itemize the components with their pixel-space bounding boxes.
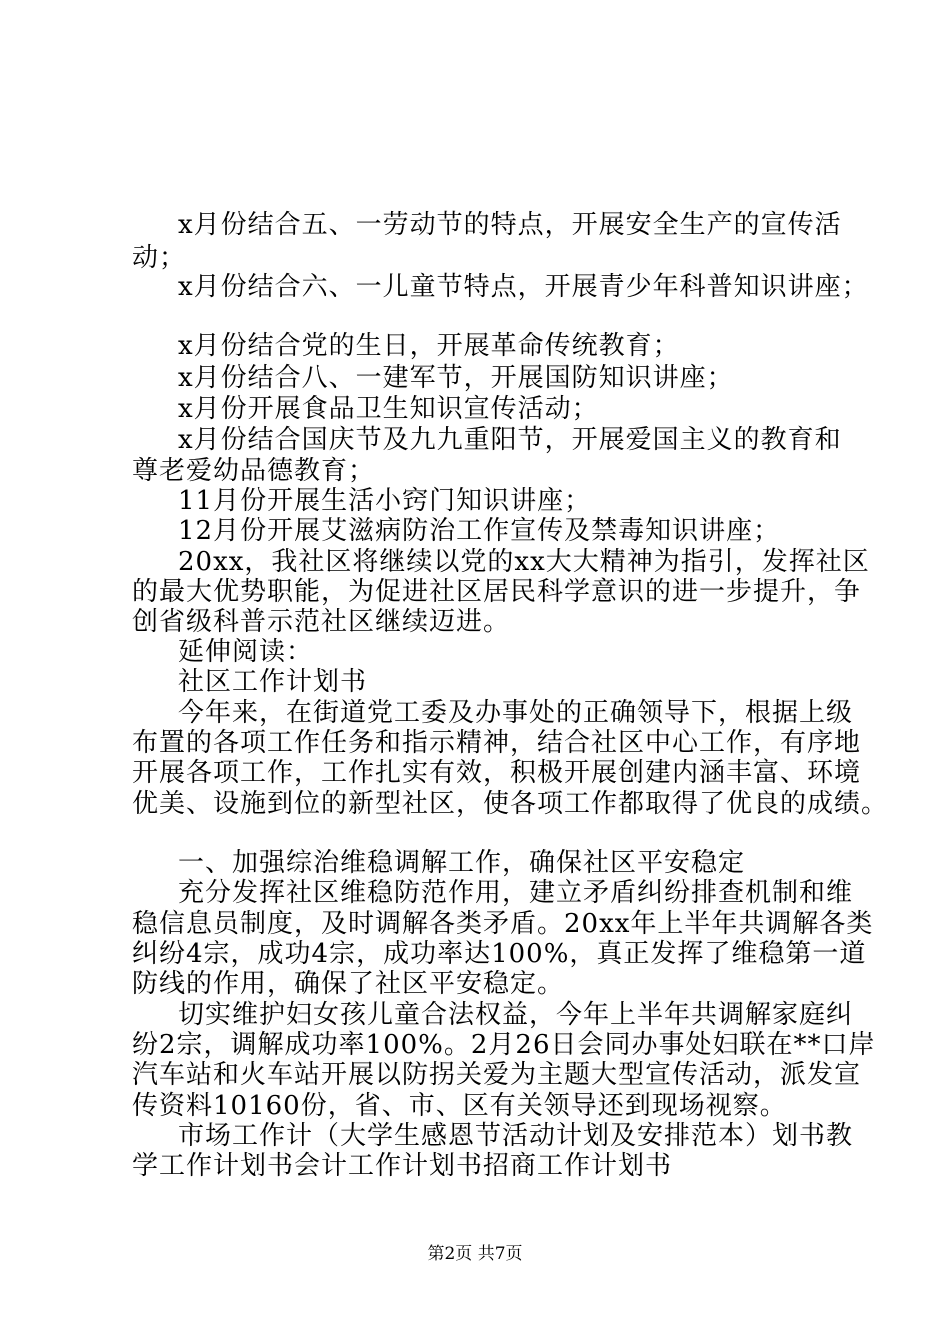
body-line: 防线的作用，确保了社区平安稳定。	[132, 969, 565, 999]
body-line: x月份结合六、一儿童节特点，开展青少年科普知识讲座；	[178, 272, 869, 302]
body-line: 市场工作计（大学生感恩节活动计划及安排范本）划书教	[178, 1121, 854, 1151]
body-line: 布置的各项工作任务和指示精神，结合社区中心工作，有序地	[132, 728, 862, 758]
body-line: x月份结合五、一劳动节的特点，开展安全生产的宣传活	[178, 210, 842, 240]
body-line: 优美、设施到位的新型社区，使各项工作都取得了优良的成绩。	[132, 789, 889, 819]
body-line: 的最大优势职能，为促进社区居民科学意识的进一步提升，争	[132, 577, 862, 607]
body-line: 充分发挥社区维稳防范作用，建立矛盾纠纷排查机制和维	[178, 878, 854, 908]
body-line: 切实维护妇女孩儿童合法权益，今年上半年共调解家庭纠	[178, 1000, 854, 1030]
body-line: x月份结合国庆节及九九重阳节，开展爱国主义的教育和	[178, 425, 842, 455]
body-line: 11月份开展生活小窍门知识讲座；	[178, 486, 592, 516]
body-line: 纠纷4宗，成功4宗，成功率达100%，真正发挥了维稳第一道	[132, 939, 867, 969]
section-heading: 一、加强综治维稳调解工作，确保社区平安稳定	[178, 848, 746, 878]
body-line: 汽车站和火车站开展以防拐关爱为主题大型宣传活动，派发宣	[132, 1060, 862, 1090]
body-line: 动；	[132, 243, 187, 273]
section-heading: 社区工作计划书	[178, 667, 368, 697]
body-line: 12月份开展艾滋病防治工作宣传及禁毒知识讲座；	[178, 516, 781, 546]
page-footer: 第2页 共7页	[427, 1244, 523, 1264]
body-line: x月份开展食品卫生知识宣传活动；	[178, 394, 599, 424]
body-line: 学工作计划书会计工作计划书招商工作计划书	[132, 1151, 673, 1181]
body-line: 传资料10160份，省、市、区有关领导还到现场视察。	[132, 1091, 787, 1121]
body-line: 纷2宗，调解成功率100%。2月26日会同办事处妇联在**口岸	[132, 1030, 876, 1060]
body-line: 20xx，我社区将继续以党的xx大大精神为指引，发挥社区	[178, 547, 870, 577]
body-line: 尊老爱幼品德教育；	[132, 456, 376, 486]
body-line: x月份结合八、一建军节，开展国防知识讲座；	[178, 363, 734, 393]
body-line: 开展各项工作，工作扎实有效，积极开展创建内涵丰富、环境	[132, 758, 862, 788]
body-line: 稳信息员制度，及时调解各类矛盾。20xx年上半年共调解各类	[132, 909, 874, 939]
body-line: 今年来，在街道党工委及办事处的正确领导下，根据上级	[178, 698, 854, 728]
body-line: 延伸阅读：	[178, 637, 314, 667]
body-line: 创省级科普示范社区继续迈进。	[132, 607, 511, 637]
body-line: x月份结合党的生日，开展革命传统教育；	[178, 331, 680, 361]
